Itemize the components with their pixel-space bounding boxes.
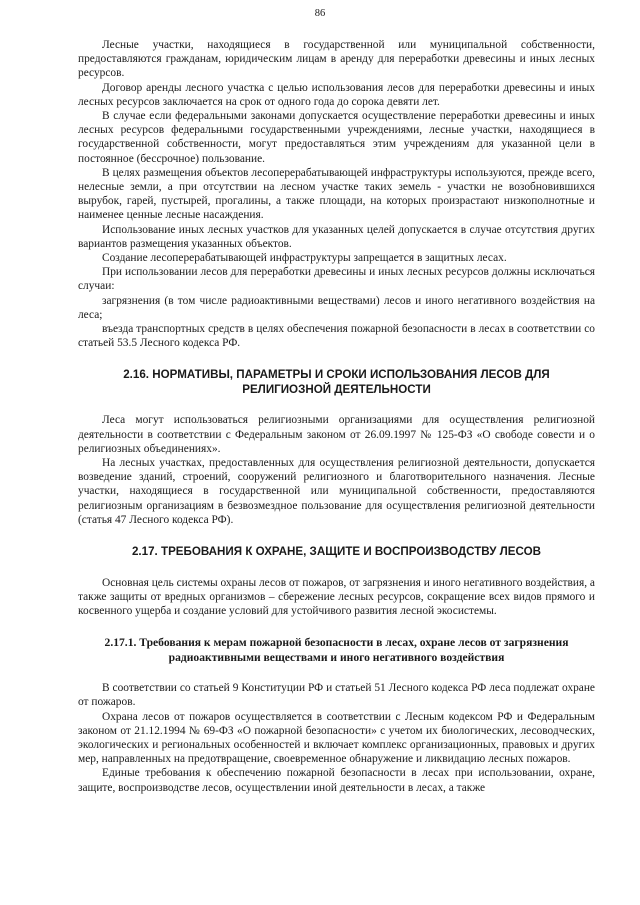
paragraph: На лесных участках, предоставленных для осуществления религиозной деятельности, допускается возведение зданий, строений, сооружений религиозного и благотворительного назначения. Лесные участки, находящиеся в государственной или муниципальной собственности, предоставляются религиозным организациям в безвозмездное пользование для осуществления религиозной деятельности (статья 47 Лесного кодекса РФ). [78,457,595,526]
paragraph: Охрана лесов от пожаров осуществляется в соответствии с Лесным кодексом РФ и Федеральным законом от 21.12.1994 № 69-ФЗ «О пожарной безопасности» с учетом их биологических, лесоводческих, экологических и региональных особенностей и включает комплекс организационных, правовых и других мер, направленных на предотвращение, своевременное обнаружение и ликвидацию лесных пожаров. [78,710,595,766]
paragraph: Создание лесоперерабатывающей инфраструктуры запрещается в защитных лесах. [102,252,507,265]
section-heading-2-16: 2.16. НОРМАТИВЫ, ПАРАМЕТРЫ И СРОКИ ИСПОЛЬЗОВАНИЯ ЛЕСОВ ДЛЯ РЕЛИГИОЗНОЙ ДЕЯТЕЛЬНОСТИ [123,368,550,396]
paragraph: В целях размещения объектов лесоперерабатывающей инфраструктуры используются, прежде всего, нелесные земли, а при отсутствии на лесном участке таких земель - участки не возобновившихся вырубок, гарей, пустырей, прогалины, а также площади, на которых произрастают низкополнотные и наименее ценные лесные насаждения. [78,166,595,222]
paragraph: въезда транспортных средств в целях обеспечения пожарной безопасности в лесах в соответствии со статьей 53.5 Лесного кодекса РФ. [78,323,595,350]
page-content [78,38,595,795]
section-heading-2-17: 2.17. ТРЕБОВАНИЯ К ОХРАНЕ, ЗАЩИТЕ И ВОСПРОИЗВОДСТВУ ЛЕСОВ [131,545,542,559]
paragraph: Использование иных лесных участков для указанных целей допускается в случае отсутствия других вариантов размещения указанных объектов. [78,223,595,250]
paragraph: В случае если федеральными законами допускается осуществление переработки древесины и иных лесных ресурсов федеральными государственными учреждениями, лесные участки, находящиеся в государственной собственности, могут предоставляться этим учреждениям для указанной цели в постоянное (бессрочное) пользование. [78,110,595,165]
section-2-15-tail [78,38,595,350]
paragraph: загрязнения (в том числе радиоактивными веществами) лесов и иного негативного воздействия на леса; [78,294,595,321]
paragraph: Леса могут использоваться религиозными организациями для осуществления религиозной деятельности в соответствии с Федеральным законом от 26.09.1997 № 125-ФЗ «О свободе совести и о религиозных объединениях». [78,414,595,455]
page-number: 86 [314,8,326,19]
paragraph: При использовании лесов для переработки древесины и иных лесных ресурсов должны исключаться случаи: [78,266,595,293]
paragraph: Лесные участки, находящиеся в государственной или муниципальной собственности, предоставляются гражданам, юридическим лицам в аренду для переработки древесины и иных лесных ресурсов. [78,39,595,80]
section-2-17-1-body [78,681,595,795]
paragraph: Единые требования к обеспечению пожарной безопасности в лесах при использовании, охране, защите, воспроизводстве лесов, осуществлении иной деятельности в лесах, а также [78,767,595,794]
paragraph: Основная цель системы охраны лесов от пожаров, от загрязнения и иного негативного воздействия, а также защиты от вредных организмов – сбережение лесных ресурсов, сокращение всех видов прямого и косвенного ущерба и создание условий для устойчивого развития лесной экосистемы. [78,576,595,617]
paragraph: Договор аренды лесного участка с целью использования лесов для переработки древесины и иных лесных ресурсов заключается на срок от одного года до сорока девяти лет. [78,81,595,108]
section-2-17-body [78,576,595,619]
section-heading-2-17-1: 2.17.1. Требования к мерам пожарной безопасности в лесах, охране лесов от загрязнения радиоактивными веществами и иного негативного воздействия [104,636,569,664]
paragraph: В соответствии со статьей 9 Конституции РФ и статьей 51 Лесного кодекса РФ леса подлежат охране от пожаров. [78,682,595,709]
section-2-16-body [78,413,595,527]
